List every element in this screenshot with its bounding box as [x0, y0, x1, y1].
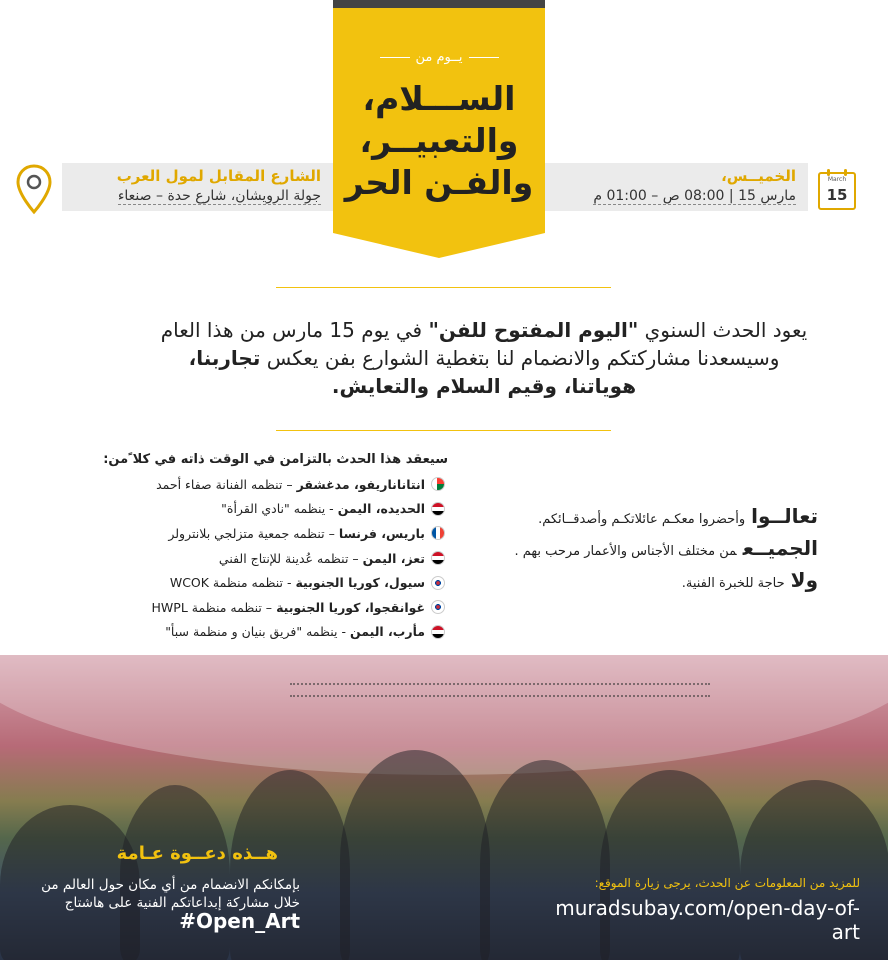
no-word: ولا — [790, 568, 818, 592]
city-organizer: – تنظمه الفنانة صفاء أحمد — [156, 476, 293, 492]
everyone-line — [438, 534, 818, 566]
location-address: جولة الرويشان، شارع حدة – صنعاء — [117, 188, 321, 204]
city-name: سيول، كوريا الجنوبية — [295, 575, 425, 591]
no-experience-line — [438, 566, 818, 598]
banner-line-1: الســـلام، — [362, 79, 516, 118]
city-organizer: – تنظمه عُدينة للإنتاج الفني — [218, 550, 359, 566]
city-row — [85, 546, 445, 571]
date-day-label: الخميــس، — [721, 167, 796, 185]
invitation-lines — [438, 502, 818, 598]
banner-line-2: والتعبيــر، — [359, 121, 519, 160]
no-experience-text: حاجة للخبرة الفنية. — [681, 576, 785, 591]
date-time: مارس 15 | 08:00 ص – 01:00 م — [593, 188, 796, 204]
city-row — [85, 595, 445, 620]
city-row — [85, 472, 445, 497]
city-name: غوانقجوا، كوريا الجنوبية — [276, 599, 425, 615]
cities-title: سيعقد هذا الحدث بالتزامن في الوقت ذاته في كلا ًمن: — [103, 452, 448, 467]
intro-part-2: في يوم 15 مارس من هذا العام وسيسعدنا مشاركتكم والانضمام لنا بتغطية الشوارع بفن يعكس — [160, 318, 780, 370]
banner-line-3: والفـن الحر — [344, 163, 534, 202]
banner-title — [333, 78, 545, 204]
invite-body — [20, 876, 300, 933]
city-name: تعز، اليمن — [362, 550, 425, 566]
city-organizer: - ينظمه "فريق بنيان و منظمة سبأ" — [165, 624, 346, 640]
city-row — [85, 521, 445, 546]
invite-text: بإمكانكم الانضمام من أي مكان حول العالم من خلال مشاركة إبداعاتكم الفنية على هاشتاج — [41, 877, 300, 911]
city-name: الحديده، اليمن — [337, 501, 425, 517]
invite-box — [20, 843, 300, 933]
date-strip — [545, 163, 808, 211]
city-list — [85, 472, 445, 644]
calendar-month: March — [827, 176, 847, 183]
calendar-icon — [818, 172, 856, 210]
banner-subtitle: يــوم من — [333, 50, 545, 65]
calendar-day: 15 — [826, 186, 848, 204]
more-info — [530, 876, 860, 944]
city-name: مأرب، اليمن — [350, 624, 425, 640]
come-word: تعالــوا — [751, 504, 818, 528]
intro-values: تجاربنا، هوياتنا، وقيم السلام والتعايش. — [188, 346, 637, 398]
city-organizer: - ينظمه "نادي القرأة" — [221, 501, 334, 517]
city-row — [85, 620, 445, 645]
flag-icon — [431, 600, 445, 614]
city-name: انتاناناريفو، مدغشقر — [296, 476, 425, 492]
location-strip — [62, 163, 333, 211]
divider — [276, 287, 611, 288]
top-bar — [333, 0, 545, 8]
come-text: وأحضروا معكـم عائلاتكـم وأصدقــائكم. — [538, 512, 746, 527]
flag-icon — [431, 625, 445, 639]
intro-text — [150, 316, 818, 400]
hashtag[interactable]: #Open_Art — [179, 909, 300, 933]
city-organizer: – تنظمه منظمة HWPL — [151, 599, 273, 615]
intro-part-1: يعود الحدث السنوي — [638, 318, 808, 342]
city-row — [85, 497, 445, 522]
map-pin-icon — [16, 164, 52, 216]
everyone-text: من مختلف الأجناس والأعمار مرحب بهم . — [514, 544, 737, 559]
come-line-1 — [438, 502, 818, 534]
more-info-label: للمزيد من المعلومات عن الحدث، يرجى زيارة الموقع: — [594, 876, 860, 890]
website-link[interactable]: muradsubay.com/open-day-of-art — [555, 896, 860, 944]
invite-title: هــذه دعــوة عـامة — [116, 843, 278, 864]
divider — [276, 430, 611, 431]
city-organizer: - تنظمه منظمة WCOK — [169, 575, 292, 591]
event-name: "اليوم المفتوح للفن" — [428, 318, 639, 342]
city-name: باريس، فرنسا — [338, 525, 425, 541]
everyone-word: الجميــع — [742, 536, 818, 560]
flag-icon — [431, 477, 445, 491]
city-row — [85, 570, 445, 595]
location-title: الشارع المقابل لمول العرب — [116, 167, 321, 185]
city-organizer: – تنظمه جمعية متزلجي بلانترولر — [168, 525, 335, 541]
